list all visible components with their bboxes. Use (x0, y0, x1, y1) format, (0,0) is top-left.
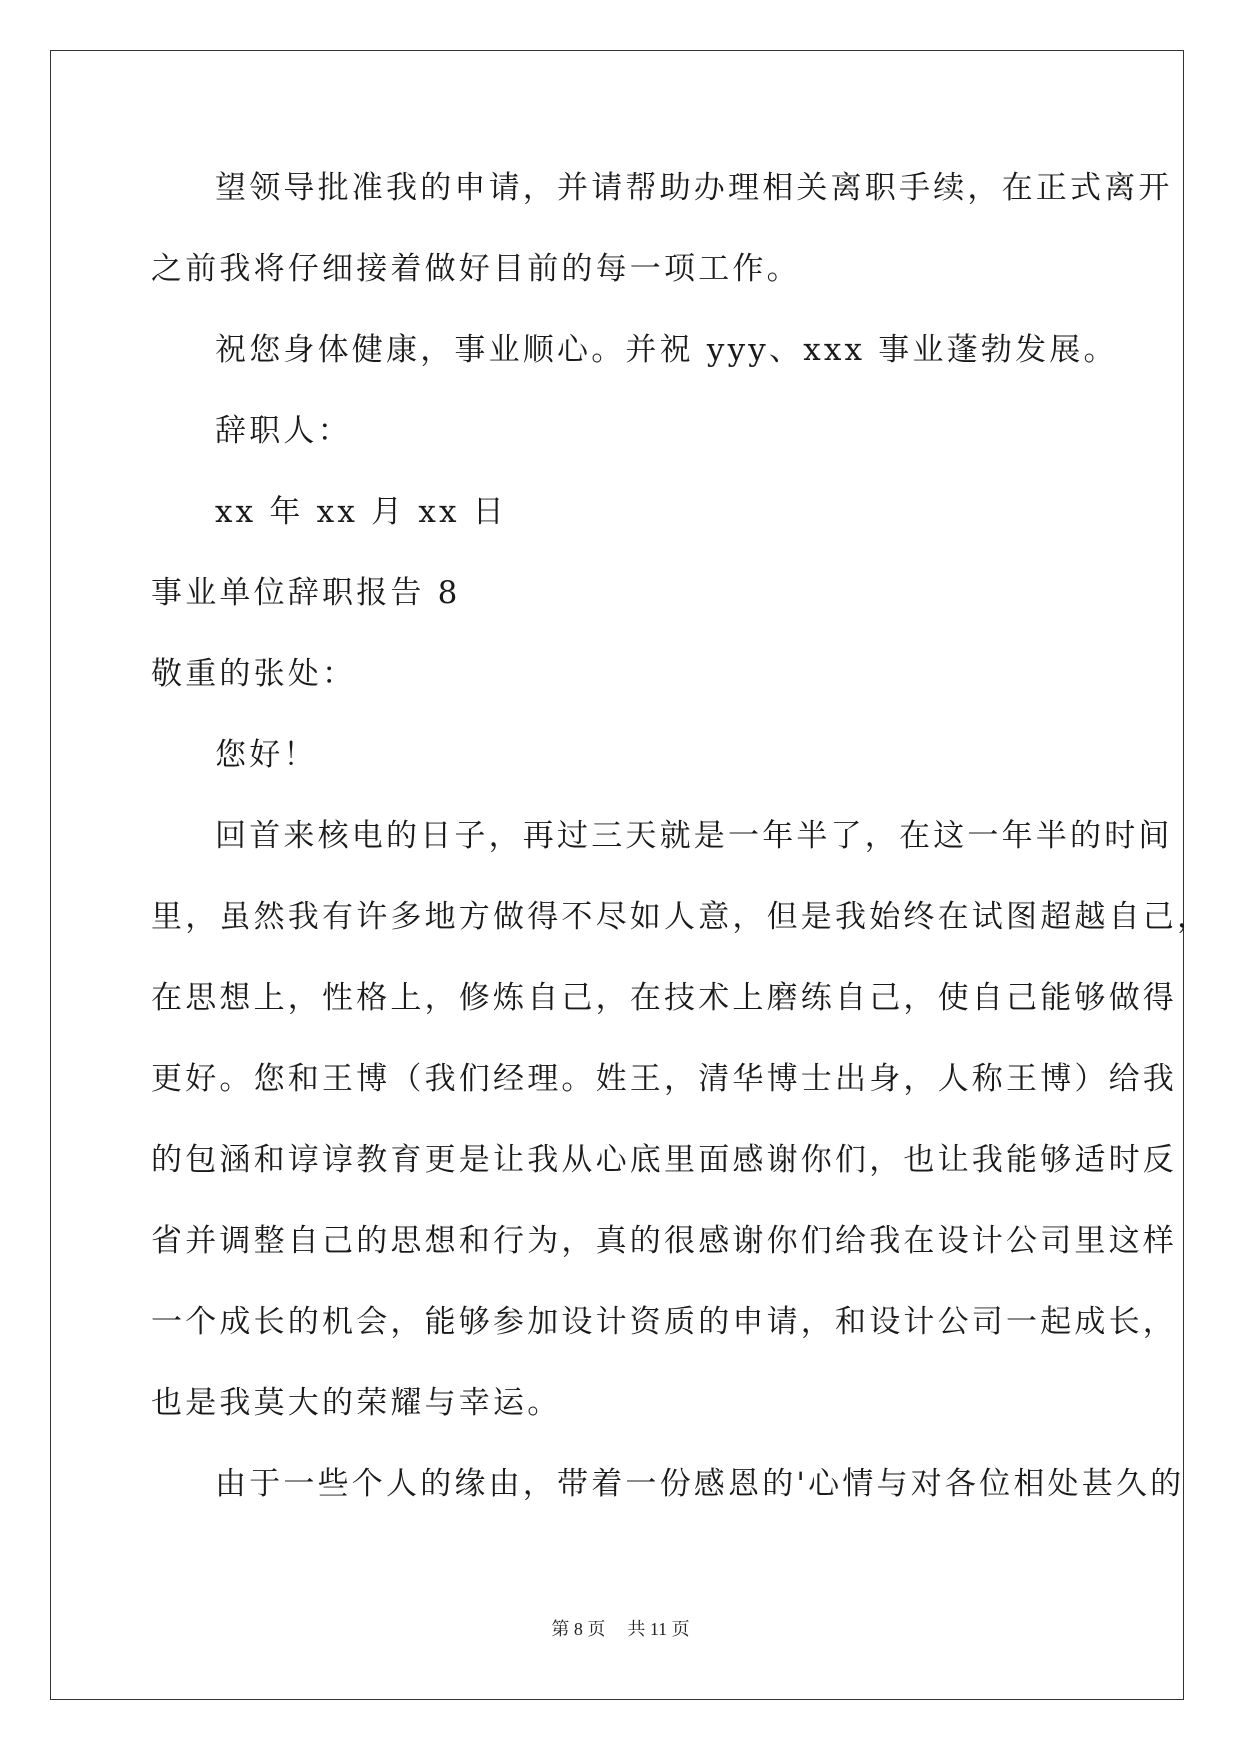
document-body (151, 148, 1212, 1525)
paragraph-line: 更好。您和王博（我们经理。姓王，清华博士出身，人称王博）给我 (151, 1061, 1177, 1097)
paragraph-line: 也是我莫大的荣耀与幸运。 (151, 1385, 562, 1421)
page-total: 共 11 页 (627, 1619, 690, 1639)
date-line: xx 年 xx 月 xx 日 (215, 494, 507, 530)
greeting: 您好！ (215, 737, 318, 773)
paragraph-line: 一个成长的机会，能够参加设计资质的申请，和设计公司一起成长， (151, 1304, 1177, 1340)
signature-label: 辞职人： (215, 413, 352, 449)
section-title: 事业单位辞职报告 8 (151, 575, 461, 611)
paragraph-line: 省并调整自己的思想和行为，真的很感谢你们给我在设计公司里这样 (151, 1223, 1177, 1259)
paragraph-line: 由于一些个人的缘由，带着一份感恩的'心情与对各位相处甚久的 (215, 1466, 1185, 1502)
paragraph-line: 的包涵和谆谆教育更是让我从心底里面感谢你们，也让我能够适时反 (151, 1142, 1177, 1178)
paragraph-line: 祝您身体健康，事业顺心。并祝 yyy、xxx 事业蓬勃发展。 (215, 332, 1118, 368)
paragraph-line: 之前我将仔细接着做好目前的每一项工作。 (151, 251, 801, 287)
page-footer (0, 1615, 1241, 1641)
paragraph-line: 在思想上，性格上，修炼自己，在技术上磨练自己，使自己能够做得 (151, 980, 1177, 1016)
paragraph-line: 回首来核电的日子，再过三天就是一年半了，在这一年半的时间 (215, 818, 1173, 854)
page-number: 第 8 页 (551, 1619, 606, 1639)
paragraph-line: 望领导批准我的申请，并请帮助办理相关离职手续，在正式离开 (215, 170, 1173, 206)
paragraph-line: 里，虽然我有许多地方做得不尽如人意，但是我始终在试图超越自己， (151, 899, 1212, 935)
salutation: 敬重的张处： (151, 656, 357, 692)
